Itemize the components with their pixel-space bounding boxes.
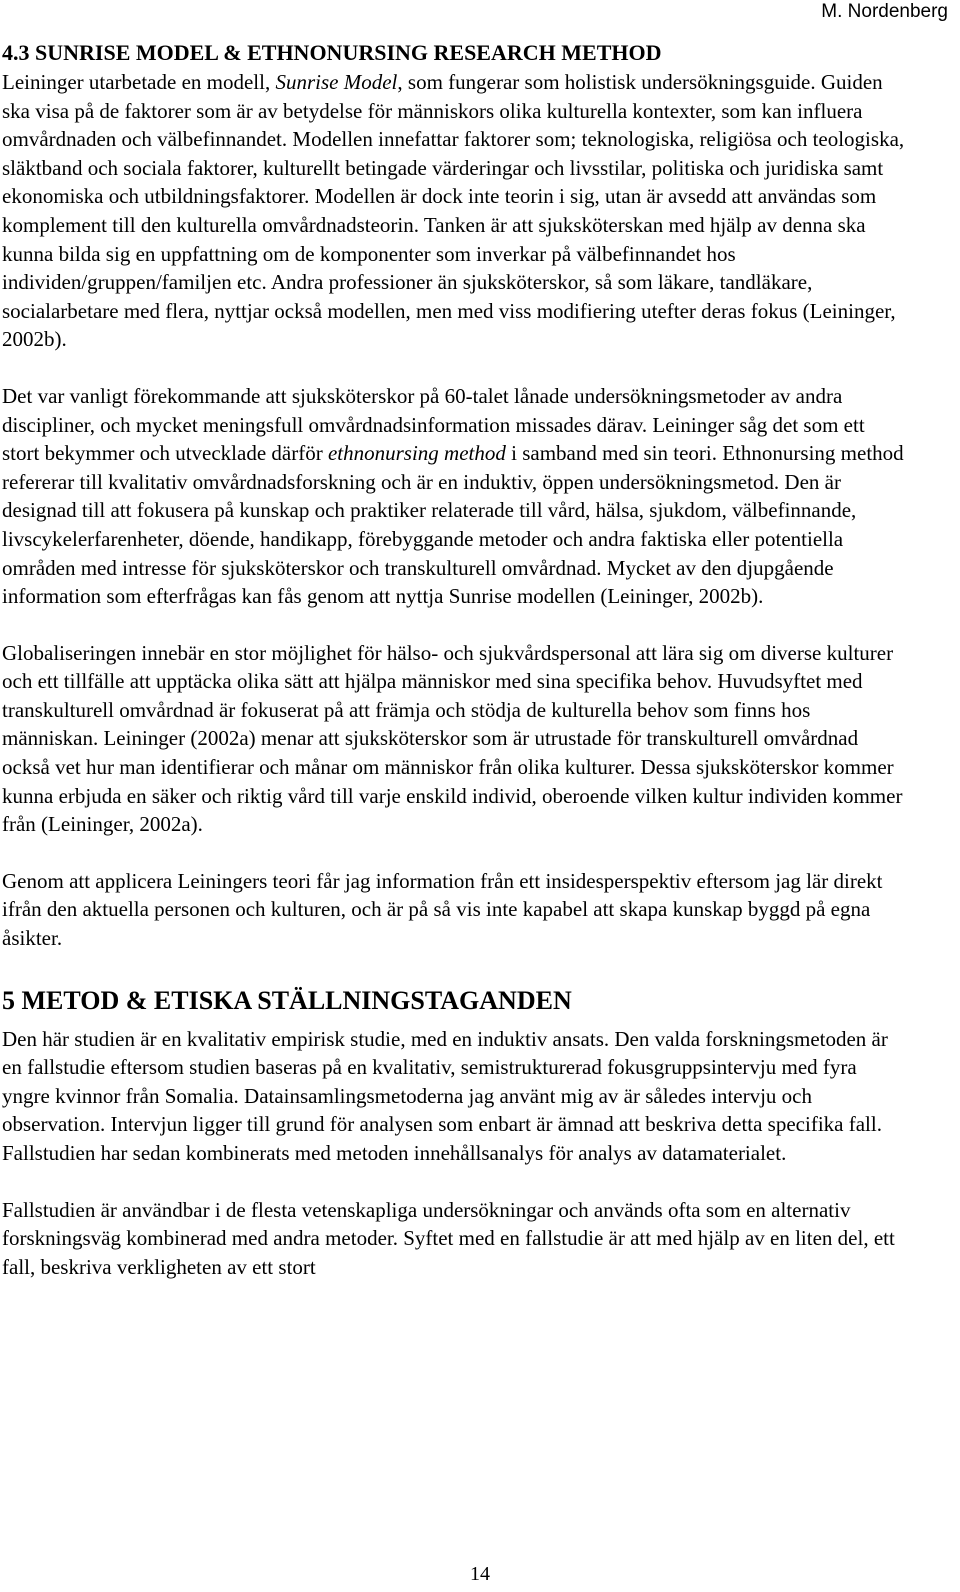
section-heading-4-3: 4.3 SUNRISE MODEL & ETHNONURSING RESEARCH METHOD xyxy=(2,40,662,65)
italic-term-ethnonursing-method: ethnonursing method xyxy=(327,441,506,466)
page-number: 14 xyxy=(470,1563,490,1585)
document-body xyxy=(2,38,907,1309)
header-author: M. Nordenberg xyxy=(821,1,948,22)
section-heading-5: 5 METOD & ETISKA STÄLLNINGSTAGANDEN xyxy=(2,985,572,1015)
paragraph-globalisering: Globaliseringen innebär en stor möjlighet för hälso- och sjukvårdspersonal att lära sig om diverse kulturer och ett tillfälle att upptäcka olika sätt att hjälpa människor med sina specifika behov. Huvudsyftet med transkulturell omvårdnad är fokuserat på att främja och stödja de kulturella behov som finns hos människan. Leininger (2002a) menar att sjuksköterskor som är utrustade för transkulturell omvårdnad också vet hur man identifierar och månar om människor från olika kulturer. Dessa sjuksköterskor kommer kunna erbjuda en säker och riktig vård till varje enskild individ, oberoende vilken kultur individen kommer från (Leininger, 2002a). xyxy=(2,640,903,837)
paragraph-text: i samband med sin teori. Ethnonursing method refererar till kvalitativ omvårdnadsforskning och är en induktiv, öppen undersökningsmetod. Den är designad till att fokusera på kunskap och praktiker relaterade till vård, hälsa, sjukdom, välbefinnande, livscykelerfarenheter, döende, handikapp, förebyggande metoder och andra faktiska eller potentiella områden med intresse för sjuksköterskor och transkulturell omvårdnad. Mycket av den djupgående information som efterfrågas kan fås genom att nyttja Sunrise modellen (Leininger, 2002b). xyxy=(2,441,904,609)
paragraph-insidesperspektiv: Genom att applicera Leiningers teori får jag information från ett insidesperspektiv eftersom jag lär direkt ifrån den aktuella personen och kulturen, och är på så vis inte kapabel att skapa kunskap byggd på egna åsikter. xyxy=(2,868,883,951)
italic-term-sunrise-model: Sunrise Model xyxy=(275,70,398,94)
paragraph-text: Leininger utarbetade en modell, xyxy=(2,70,276,94)
paragraph-sunrise-model xyxy=(2,68,907,354)
paragraph-fallstudie: Fallstudien är användbar i de flesta vetenskapliga undersökningar och används ofta som en alternativ forskningsväg kombinerad med andra metoder. Syftet med en fallstudie är att med hjälp av en liten del, ett fall, beskriva verkligheten av ett stort xyxy=(2,1197,895,1279)
paragraph-ethnonursing xyxy=(2,382,907,611)
paragraph-text: , som fungerar som holistisk undersökningsguide. Guiden ska visa på de faktorer som är av betydelse för människors olika kulturella kontexter, som kan influera omvårdnaden och välbefinnandet. Modellen innefattar faktorer som; teknologiska, religiösa och teologiska, släktband och sociala faktorer, kulturellt betingade värderingar och livsstilar, politiska och juridiska samt ekonomiska och utbildningsfaktorer. Modellen är dock inte teorin i sig, utan är avsedd att användas som komplement till den kulturella omvårdnadsteorin. Tanken är att sjuksköterskan med hjälp av denna ska kunna bilda sig en uppfattning om de komponenter som inverkar på välbefinnandet hos individen/gruppen/familjen etc. Andra professioner än sjuksköterskor, så som läkare, tandläkare, socialarbetare med flera, nyttjar också modellen, men med viss modifiering utefter deras fokus (Leininger, 2002b). xyxy=(2,70,905,352)
paragraph-text: Det var vanligt förekommande att sjuksköterskor på 60-talet lånade undersökningsmetoder av andra discipliner, och mycket meningsfull omvårdnadsinformation missades därav. Leininger såg det som ett stort bekymmer och utvecklade därför xyxy=(2,383,865,466)
paragraph-metod: Den här studien är en kvalitativ empirisk studie, med en induktiv ansats. Den valda forskningsmetoden är en fallstudie eftersom studien baseras på en kvalitativ, semistrukturerad fokusgruppsintervju med fyra yngre kvinnor från Somalia. Datainsamlingsmetoderna jag använt mig av är således intervju och observation. Intervjun ligger till grund för analysen som enbart är ämnad att beskriva detta specifika fall. Fallstudien har sedan kombinerats med metoden innehållsanalys för analys av datamaterialet. xyxy=(2,1026,888,1165)
